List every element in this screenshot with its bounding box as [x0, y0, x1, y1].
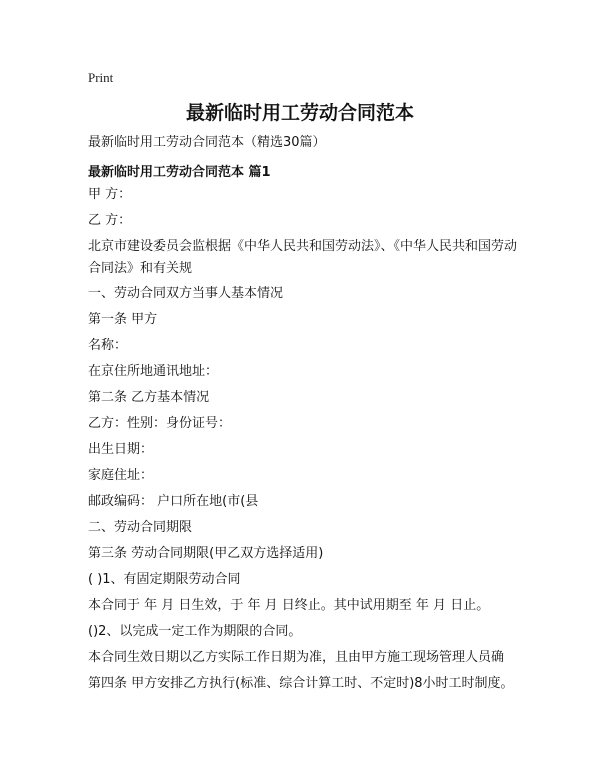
- section-two-heading: 二、劳动合同期限: [88, 520, 193, 535]
- name-field-line: 名称：: [88, 338, 128, 353]
- address-field-line: 在京住所地通讯地址：: [88, 364, 219, 379]
- document-subtitle: 最新临时用工劳动合同范本（精选30篇）: [88, 135, 326, 150]
- section-one-heading: 一、劳动合同双方当事人基本情况: [88, 286, 284, 301]
- article-two: 第二条 乙方基本情况: [88, 390, 210, 405]
- work-date-line: 本合同生效日期以乙方实际工作日期为准，且由甲方施工现场管理人员确: [88, 650, 505, 665]
- article-one: 第一条 甲方: [88, 312, 158, 327]
- effective-date-line: 本合同于 年 月 日生效，于 年 月 日终止。其中试用期至 年 月 日止。: [88, 598, 490, 613]
- postcode-line: 邮政编码： 户口所在地(市(县: [88, 494, 259, 509]
- party-b-line: 乙 方：: [88, 213, 132, 228]
- article-three: 第三条 劳动合同期限(甲乙双方选择适用): [88, 546, 324, 561]
- print-label: Print: [88, 70, 114, 85]
- preamble-paragraph: 北京市建设委员会监根据《中华人民共和国劳动法》、《中华人民共和国劳动合同法》和有关规: [88, 239, 518, 276]
- party-a-line: 甲 方：: [88, 187, 132, 202]
- birth-date-line: 出生日期：: [88, 442, 154, 457]
- party-b-info-line: 乙方：性别：身份证号：: [88, 416, 232, 431]
- home-address-line: 家庭住址：: [88, 468, 154, 483]
- option-one-line: ( )1、有固定期限劳动合同: [88, 572, 241, 587]
- article-four: 第四条 甲方安排乙方执行(标准、综合计算工时、不定时)8小时工时制度。: [88, 676, 514, 691]
- document-title: 最新临时用工劳动合同范本: [185, 102, 414, 124]
- option-two-line: ()2、以完成一定工作为期限的合同。: [88, 624, 302, 639]
- section-heading: 最新临时用工劳动合同范本 篇1: [88, 165, 271, 180]
